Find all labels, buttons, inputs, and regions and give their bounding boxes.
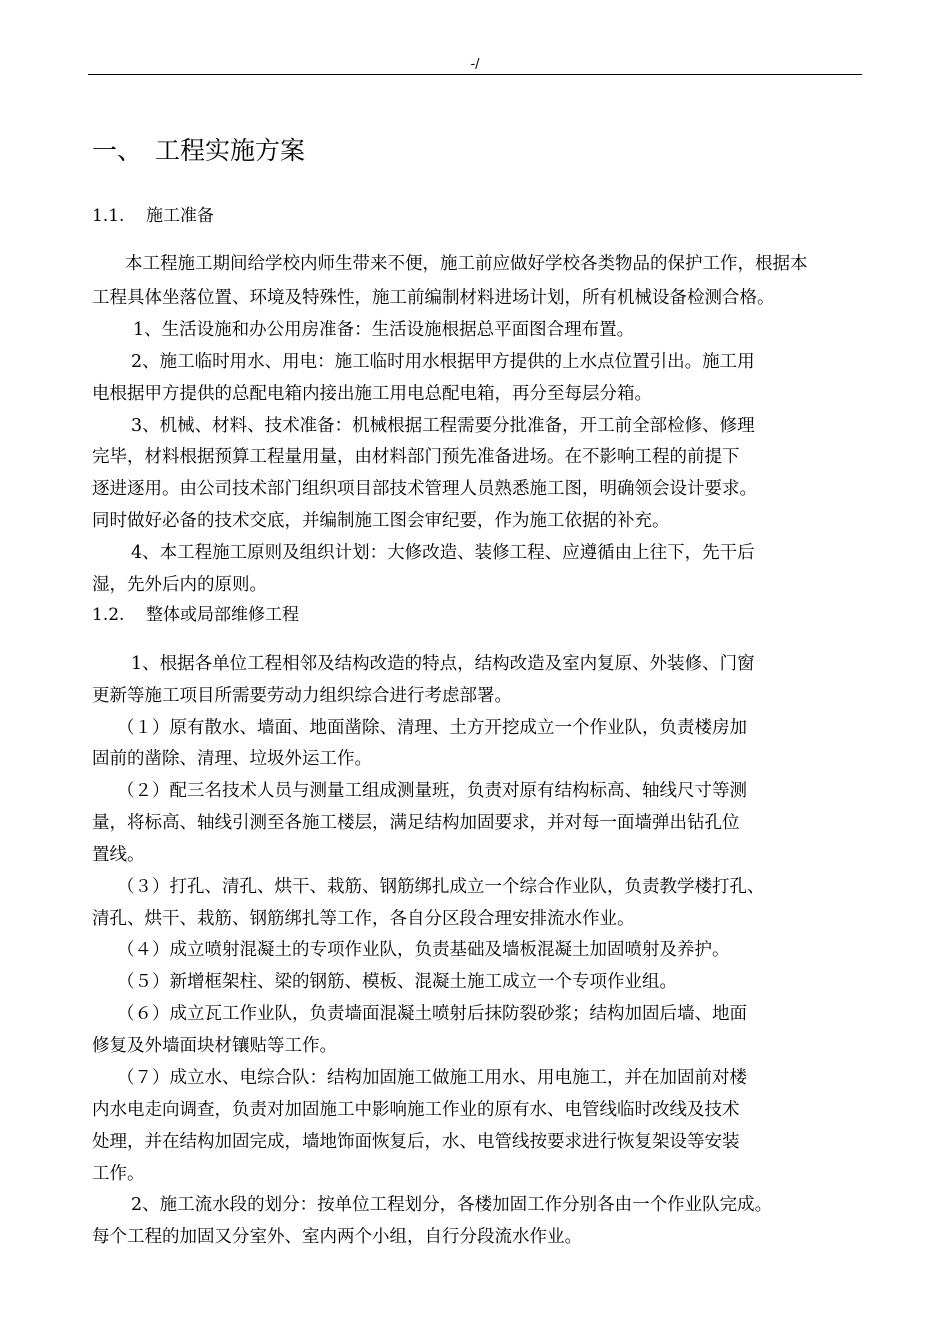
section-heading-1-1 (92, 203, 214, 229)
paragraph-line: 同时做好必备的技术交底，并编制施工图会审纪要，作为施工依据的补充。 (92, 511, 670, 531)
title-text: 工程实施方案 (155, 136, 306, 165)
paragraph-line: 湿，先外后内的原则。 (92, 575, 267, 595)
paragraph-line: 逐进逐用。由公司技术部门组织项目部技术管理人员熟悉施工图，明确领会设计要求。 (92, 479, 757, 499)
paragraph-line: （２）配三名技术人员与测量工组成测量班，负责对原有结构标高、轴线尺寸等测 (117, 781, 747, 801)
paragraph-line: 修复及外墙面块材镶贴等工作。 (92, 1036, 337, 1056)
paragraph-line: 本工程施工期间给学校内师生带来不便，施工前应做好学校各类物品的保护工作，根据本 (125, 254, 808, 274)
paragraph-line: 置线。 (92, 845, 145, 865)
section-title: 施工准备 (146, 206, 214, 226)
paragraph-line: 每个工程的加固又分室外、室内两个小组，自行分段流水作业。 (92, 1227, 582, 1247)
paragraph-line: 4、本工程施工原则及组织计划：大修改造、装修工程、应遵循由上往下，先干后 (131, 543, 755, 563)
section-number: 1.1. (92, 206, 125, 226)
paragraph-line: （６）成立瓦工作业队，负责墙面混凝土喷射后抹防裂砂浆；结构加固后墙、地面 (117, 1004, 747, 1024)
paragraph-line: （４）成立喷射混凝土的专项作业队，负责基础及墙板混凝土加固喷射及养护。 (117, 940, 730, 960)
header-rule (88, 74, 862, 75)
paragraph-line: （７）成立水、电综合队：结构加固施工做施工用水、用电施工，并在加固前对楼 (117, 1068, 747, 1088)
paragraph-line: 量，将标高、轴线引测至各施工楼层，满足结构加固要求，并对每一面墙弹出钻孔位 (92, 813, 740, 833)
paragraph-line: 工作。 (92, 1164, 145, 1184)
section-number: 1.2. (92, 605, 125, 625)
paragraph-line: 处理，并在结构加固完成，墙地饰面恢复后，水、电管线按要求进行恢复架设等安装 (92, 1132, 740, 1152)
paragraph-line: 工程具体坐落位置、环境及特殊性，施工前编制材料进场计划，所有机械设备检测合格。 (92, 288, 775, 308)
paragraph-line: 1、根据各单位工程相邻及结构改造的特点，结构改造及室内复原、外装修、门窗 (131, 654, 755, 674)
paragraph-line: 2、施工流水段的划分：按单位工程划分，各楼加固工作分别各由一个作业队完成。 (131, 1195, 773, 1215)
section-heading-1-2 (92, 602, 299, 628)
page-header-mark: -/ (470, 57, 480, 72)
paragraph-line: 清孔、烘干、栽筋、钢筋绑扎等工作，各自分区段合理安排流水作业。 (92, 909, 635, 929)
paragraph-line: 2、施工临时用水、用电：施工临时用水根据甲方提供的上水点位置引出。施工用 (131, 352, 755, 372)
paragraph-line: 完毕，材料根据预算工程量用量，由材料部门预先准备进场。在不影响工程的前提下 (92, 447, 740, 467)
title-number: 一、 (92, 136, 143, 165)
paragraph-line: 3、机械、材料、技术准备：机械根据工程需要分批准备，开工前全部检修、修理 (131, 416, 755, 436)
page-title (92, 134, 305, 168)
paragraph-line: （１）原有散水、墙面、地面凿除、清理、土方开挖成立一个作业队，负责楼房加 (117, 718, 747, 738)
paragraph-line: 电根据甲方提供的总配电箱内接出施工用电总配电箱，再分至每层分箱。 (92, 384, 652, 404)
paragraph-line: （５）新增框架柱、梁的钢筋、模板、混凝土施工成立一个专项作业组。 (117, 972, 677, 992)
paragraph-line: 更新等施工项目所需要劳动力组织综合进行考虑部署。 (92, 686, 512, 706)
paragraph-line: 内水电走向调查，负责对加固施工中影响施工作业的原有水、电管线临时改线及技术 (92, 1100, 740, 1120)
paragraph-line: 1、生活设施和办公用房准备：生活设施根据总平面图合理布置。 (133, 320, 635, 340)
paragraph-line: 固前的凿除、清理、垃圾外运工作。 (92, 749, 372, 769)
paragraph-line: （３）打孔、清孔、烘干、栽筋、钢筋绑扎成立一个综合作业队，负责教学楼打孔、 (117, 877, 765, 897)
section-title: 整体或局部维修工程 (146, 605, 299, 625)
